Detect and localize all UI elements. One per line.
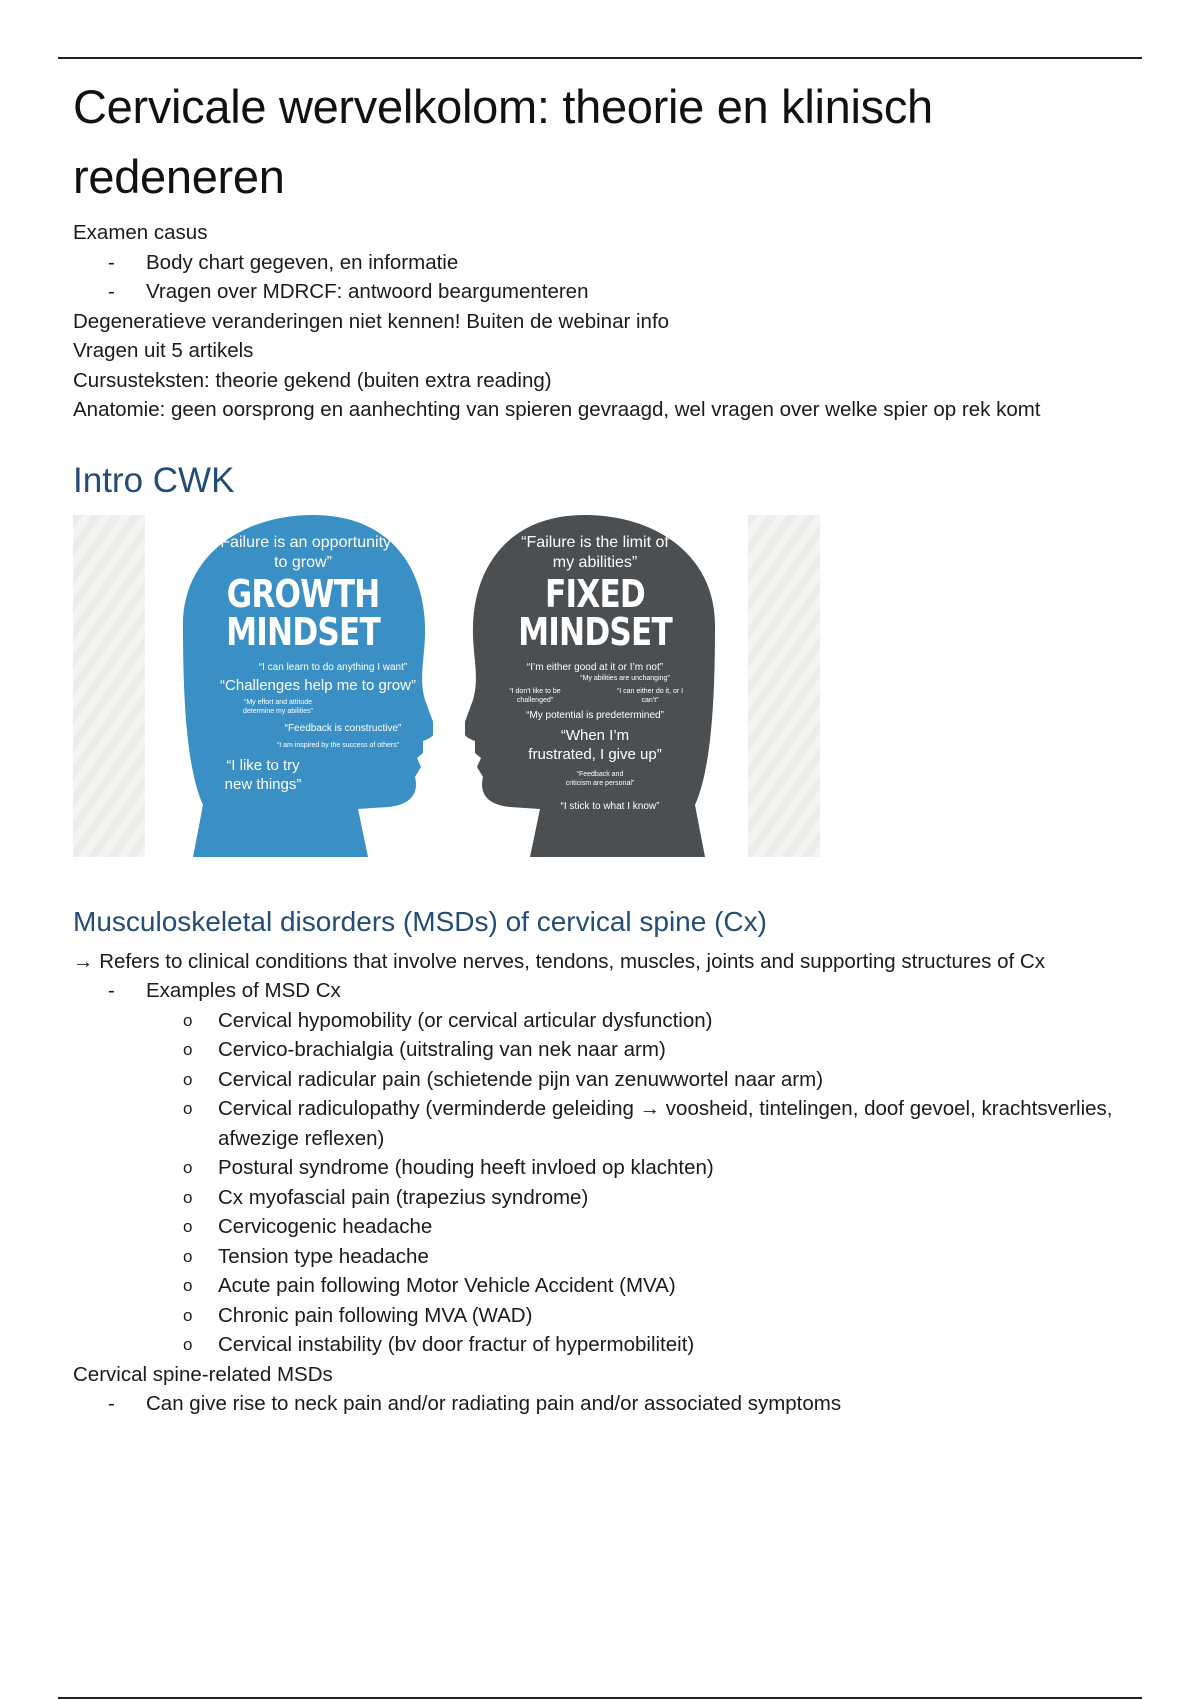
top-rule: [58, 57, 1142, 59]
circle-bullet: o: [183, 1217, 193, 1236]
list-item: [73, 976, 1133, 1006]
growth-title-1: GROWTH: [226, 571, 380, 616]
list-item: [73, 248, 1133, 278]
growth-statement: “I am inspired by the success of others”: [276, 741, 400, 749]
fixed-statement: “My potential is predetermined”: [526, 709, 664, 721]
note-line: Cursusteksten: theorie gekend (buiten extra reading): [73, 368, 552, 392]
example-item-text: Cervicogenic headache: [218, 1215, 433, 1238]
mindset-image: [73, 515, 813, 857]
example-item: [73, 1183, 1133, 1213]
example-item-text: Cervical radiculopathy (verminderde geleiding → voosheid, tintelingen, doof gevoel, krachtsverlies, afwezige reflexen): [218, 1097, 1113, 1150]
list-item-text: Can give rise to neck pain and/or radiating pain and/or associated symptoms: [146, 1392, 842, 1415]
list-item-text: Body chart gegeven, en informatie: [146, 250, 459, 274]
exam-heading: Examen casus: [73, 221, 208, 244]
fixed-title-1: FIXED: [545, 571, 645, 616]
note-line: Degeneratieve veranderingen niet kennen! Buiten de webinar info: [73, 309, 670, 333]
circle-bullet: o: [183, 1010, 193, 1030]
circle-bullet: o: [183, 1335, 193, 1354]
circle-bullet: o: [183, 1246, 193, 1266]
example-item-text: Acute pain following Motor Vehicle Accident (MVA): [218, 1274, 676, 1297]
growth-quote: “Failure is an opportunity to grow”: [214, 533, 392, 571]
fixed-quote: “Failure is the limit of my abilities”: [521, 533, 669, 571]
growth-statement: “I can learn to do anything I want”: [258, 661, 408, 673]
growth-statement: “Feedback is constructive”: [284, 722, 402, 734]
growth-title-2: MINDSET: [226, 609, 380, 654]
list-item: [73, 1389, 1133, 1419]
fixed-statement: “My abilities are unchanging”: [580, 674, 670, 682]
example-item: [73, 1153, 1133, 1183]
example-item: [73, 1301, 1133, 1331]
example-item: [73, 1065, 1133, 1095]
fixed-statement: “I’m either good at it or I’m not”: [526, 661, 664, 673]
example-item-text: Postural syndrome (houding heeft invloed op klachten): [218, 1156, 714, 1179]
example-item: [73, 1271, 1133, 1301]
example-item-text: Tension type headache: [218, 1244, 429, 1268]
fixed-statement: “Feedback and criticism are personal”: [565, 770, 635, 787]
bottom-rule: [58, 1697, 1142, 1699]
dash-bullet: -: [108, 979, 115, 1002]
example-item: [73, 1094, 1133, 1153]
page-title: Cervicale wervelkolom: theorie en klinisch redeneren: [73, 80, 933, 203]
example-item-text: Chronic pain following MVA (WAD): [218, 1303, 533, 1327]
circle-bullet: o: [183, 1069, 193, 1089]
circle-bullet: o: [183, 1099, 193, 1118]
growth-mindset-head: [173, 515, 433, 857]
related-heading: Cervical spine-related MSDs: [73, 1362, 333, 1386]
circle-bullet: o: [183, 1187, 193, 1207]
msd-section: [73, 947, 1133, 1419]
exam-section: [73, 218, 1133, 425]
circle-bullet: o: [183, 1276, 193, 1295]
list-item-text: Vragen over MDRCF: antwoord beargumenteren: [146, 280, 589, 303]
arrow-line: → Refers to clinical conditions that involve nerves, tendons, muscles, joints and supporting structures of Cx: [73, 949, 1045, 973]
document-body: [73, 72, 1133, 1419]
circle-bullet: o: [183, 1158, 193, 1177]
example-item: [73, 1006, 1133, 1036]
list-item: [73, 277, 1133, 307]
growth-statement: “My effort and attitude determine my abilities”: [242, 698, 314, 715]
circle-bullet: o: [183, 1040, 193, 1059]
examples-list: [73, 1006, 1133, 1360]
fixed-title-2: MINDSET: [518, 609, 672, 654]
fixed-statement-row: [465, 683, 725, 705]
fixed-statement: “I stick to what I know”: [560, 800, 660, 812]
example-item: [73, 1212, 1133, 1242]
circle-bullet: o: [183, 1305, 193, 1325]
fixed-statement: “I can either do it, or I can’t”: [616, 687, 684, 704]
example-item-text: Cx myofascial pain (trapezius syndrome): [218, 1185, 589, 1209]
list-item-text: Examples of MSD Cx: [146, 979, 341, 1002]
dash-bullet: -: [108, 250, 115, 274]
growth-head-text: [173, 533, 433, 794]
image-border-right: [748, 515, 820, 857]
example-item-text: Cervical instability (bv door fractur of hypermobiliteit): [218, 1333, 695, 1356]
example-item: [73, 1242, 1133, 1272]
fixed-statement: “When I’m frustrated, I give up”: [528, 726, 662, 763]
growth-statement: “Challenges help me to grow”: [220, 676, 416, 694]
note-line: Anatomie: geen oorsprong en aanhechting van spieren gevraagd, wel vragen over welke spier op rek komt: [73, 398, 1041, 421]
example-item-text: Cervical hypomobility (or cervical articular dysfunction): [218, 1008, 713, 1032]
fixed-statement: “I don’t like to be challenged”: [509, 687, 561, 704]
fixed-mindset-head: [465, 515, 725, 857]
intro-heading: Intro CWK: [73, 460, 235, 500]
growth-statement: “I like to try new things”: [224, 756, 302, 793]
example-item-text: Cervico-brachialgia (uitstraling van nek naar arm): [218, 1038, 666, 1061]
image-border-left: [73, 515, 145, 857]
example-item: [73, 1330, 1133, 1360]
fixed-head-text: [465, 533, 725, 813]
example-item: [73, 1035, 1133, 1065]
dash-bullet: -: [108, 1392, 115, 1415]
msd-heading: Musculoskeletal disorders (MSDs) of cervical spine (Cx): [73, 905, 767, 937]
note-line: Vragen uit 5 artikels: [73, 339, 254, 362]
dash-bullet: -: [108, 280, 115, 303]
example-item-text: Cervical radicular pain (schietende pijn van zenuwwortel naar arm): [218, 1067, 824, 1091]
